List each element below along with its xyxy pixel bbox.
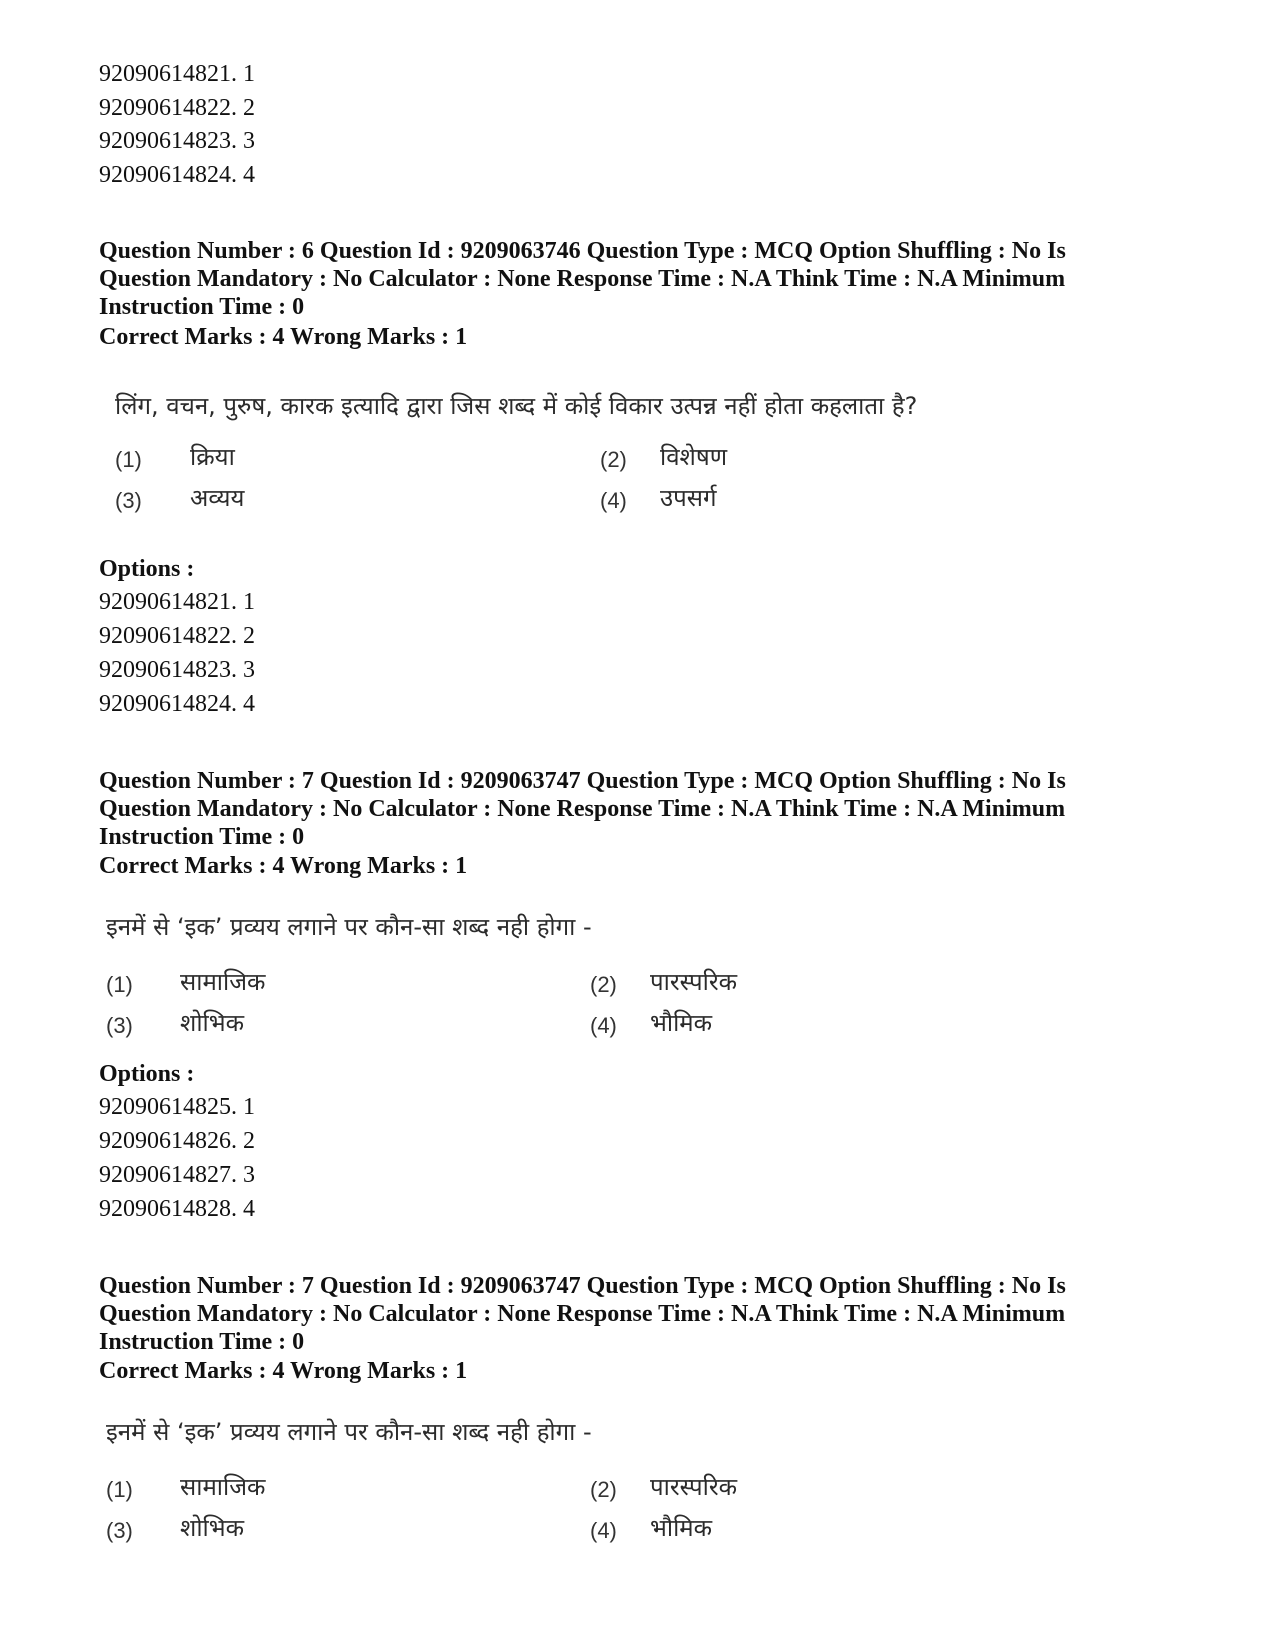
question-meta: Question Number : 7 Question Id : 9209063747 Question Type : MCQ Option Shuffling : No Is Question Mandatory : No Calculator : None Response Time : N.A Think Time : N.A Minimum Instruction Time : 0 — [99, 1273, 1066, 1355]
option-line: 92090614821. 1 — [99, 61, 255, 87]
choice-number: (1) — [106, 1477, 133, 1502]
choice-text: शोभिक — [180, 1009, 245, 1037]
option-line: 92090614823. 3 — [99, 657, 255, 683]
choice-text: अव्यय — [190, 484, 245, 512]
option-line: 92090614828. 4 — [99, 1196, 255, 1222]
choice-number: (3) — [115, 488, 142, 513]
choice-text: सामाजिक — [180, 968, 266, 996]
question-marks: Correct Marks : 4 Wrong Marks : 1 — [99, 324, 468, 350]
question-marks: Correct Marks : 4 Wrong Marks : 1 — [99, 1358, 468, 1384]
choice-text: सामाजिक — [180, 1473, 266, 1501]
question-text: लिंग, वचन, पुरुष, कारक इत्यादि द्वारा जिस शब्द में कोई विकार उत्पन्न नहीं होता कहलाता है? — [115, 392, 918, 420]
option-line: 92090614824. 4 — [99, 162, 255, 188]
question-meta: Question Number : 6 Question Id : 9209063746 Question Type : MCQ Option Shuffling : No Is Question Mandatory : No Calculator : None Response Time : N.A Think Time : N.A Minimum Instruction Time : 0 — [99, 238, 1066, 320]
option-line: 92090614822. 2 — [99, 95, 255, 121]
option-line: 92090614822. 2 — [99, 623, 255, 649]
question-text: इनमें से ‘इक’ प्रव्यय लगाने पर कौन-सा शब्द नही होगा - — [106, 1418, 592, 1446]
question-meta: Question Number : 7 Question Id : 9209063747 Question Type : MCQ Option Shuffling : No Is Question Mandatory : No Calculator : None Response Time : N.A Think Time : N.A Minimum Instruction Time : 0 — [99, 768, 1066, 850]
option-line: 92090614826. 2 — [99, 1128, 255, 1154]
option-line: 92090614824. 4 — [99, 691, 255, 717]
question-marks: Correct Marks : 4 Wrong Marks : 1 — [99, 853, 468, 879]
options-heading: Options : — [99, 1061, 195, 1087]
choice-number: (2) — [600, 447, 627, 472]
choice-text: विशेषण — [660, 443, 728, 471]
choice-text: भौमिक — [650, 1009, 713, 1037]
question-text: इनमें से ‘इक’ प्रव्यय लगाने पर कौन-सा शब्द नही होगा - — [106, 913, 592, 941]
options-heading: Options : — [99, 556, 195, 582]
option-line: 92090614821. 1 — [99, 589, 255, 615]
option-line: 92090614823. 3 — [99, 128, 255, 154]
choice-number: (1) — [106, 972, 133, 997]
choice-text: पारस्परिक — [650, 968, 738, 996]
choice-text: उपसर्ग — [660, 484, 717, 512]
choice-text: भौमिक — [650, 1514, 713, 1542]
choice-text: शोभिक — [180, 1514, 245, 1542]
choice-number: (4) — [600, 488, 627, 513]
choice-text: पारस्परिक — [650, 1473, 738, 1501]
choice-number: (3) — [106, 1013, 133, 1038]
choice-number: (3) — [106, 1518, 133, 1543]
choice-number: (4) — [590, 1013, 617, 1038]
option-line: 92090614827. 3 — [99, 1162, 255, 1188]
choice-text: क्रिया — [190, 443, 235, 471]
option-line: 92090614825. 1 — [99, 1094, 255, 1120]
choice-number: (1) — [115, 447, 142, 472]
choice-number: (4) — [590, 1518, 617, 1543]
choice-number: (2) — [590, 972, 617, 997]
choice-number: (2) — [590, 1477, 617, 1502]
